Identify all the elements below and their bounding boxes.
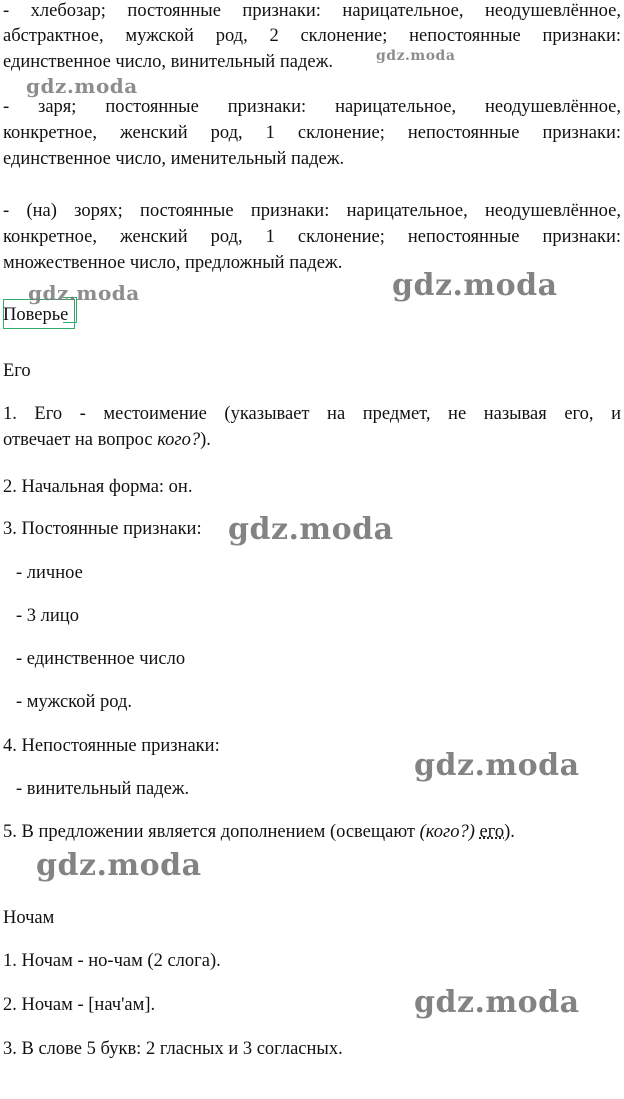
text-line (3, 429, 621, 451)
text-line: - заря; постоянные признаки: нарицательное, неодушевлённое, (3, 97, 621, 117)
list-item: 2. Ночам - [нач'ам]. (3, 995, 156, 1015)
text-line: - хлебозар; постоянные признаки: нарицательное, неодушевлённое, (3, 1, 621, 21)
text-span: ). (200, 430, 211, 450)
text-line: конкретное, женский род, 1 склонение; непостоянные признаки: (3, 123, 621, 143)
text-line: множественное число, предложный падеж. (3, 253, 343, 273)
text-span: ). (504, 822, 515, 842)
text-line: единственное число, именительный падеж. (3, 149, 345, 169)
watermark: gdz.moda (228, 512, 394, 547)
italic-question: кого? (157, 430, 201, 450)
list-item (3, 821, 621, 843)
underlined-word: его (479, 822, 505, 842)
sub-list-item: - мужской род. (16, 692, 132, 712)
watermark: gdz.moda (392, 268, 558, 303)
watermark: gdz.moda (414, 985, 580, 1020)
text-span: 5. В предложении является дополнением (освещают (3, 822, 420, 842)
watermark: gdz.moda (36, 848, 202, 883)
text-line: 1. Его - местоимение (указывает на предмет, не называя его, и (3, 404, 621, 424)
list-item: 4. Непостоянные признаки: (3, 736, 220, 756)
text-line: абстрактное, мужской род, 2 склонение; непостоянные признаки: (3, 26, 621, 46)
watermark: gdz.moda (26, 74, 138, 98)
italic-question: (кого?) (419, 822, 475, 842)
text-line: единственное число, винительный падеж. (3, 52, 333, 72)
watermark: gdz.moda (414, 748, 580, 783)
section-heading: Его (3, 361, 31, 381)
text-line: конкретное, женский род, 1 склонение; непостоянные признаки: (3, 227, 621, 247)
boxed-word: Поверье (3, 305, 69, 325)
text-line: - (на) зорях; постоянные признаки: нарицательное, неодушевлённое, (3, 201, 621, 221)
list-item: 1. Ночам - но-чам (2 слога). (3, 951, 221, 971)
sub-list-item: - винительный падеж. (16, 779, 190, 799)
watermark: gdz.moda (376, 48, 456, 64)
text-span: отвечает на вопрос (3, 430, 158, 450)
list-item: 2. Начальная форма: он. (3, 477, 193, 497)
sub-list-item: - единственное число (16, 649, 186, 669)
list-item: 3. Постоянные признаки: (3, 519, 202, 539)
section-heading: Ночам (3, 908, 55, 928)
sub-list-item: - 3 лицо (16, 606, 79, 626)
list-item: 3. В слове 5 букв: 2 гласных и 3 согласных. (3, 1039, 343, 1059)
sub-list-item: - личное (16, 563, 83, 583)
watermark: gdz.moda (28, 281, 140, 305)
